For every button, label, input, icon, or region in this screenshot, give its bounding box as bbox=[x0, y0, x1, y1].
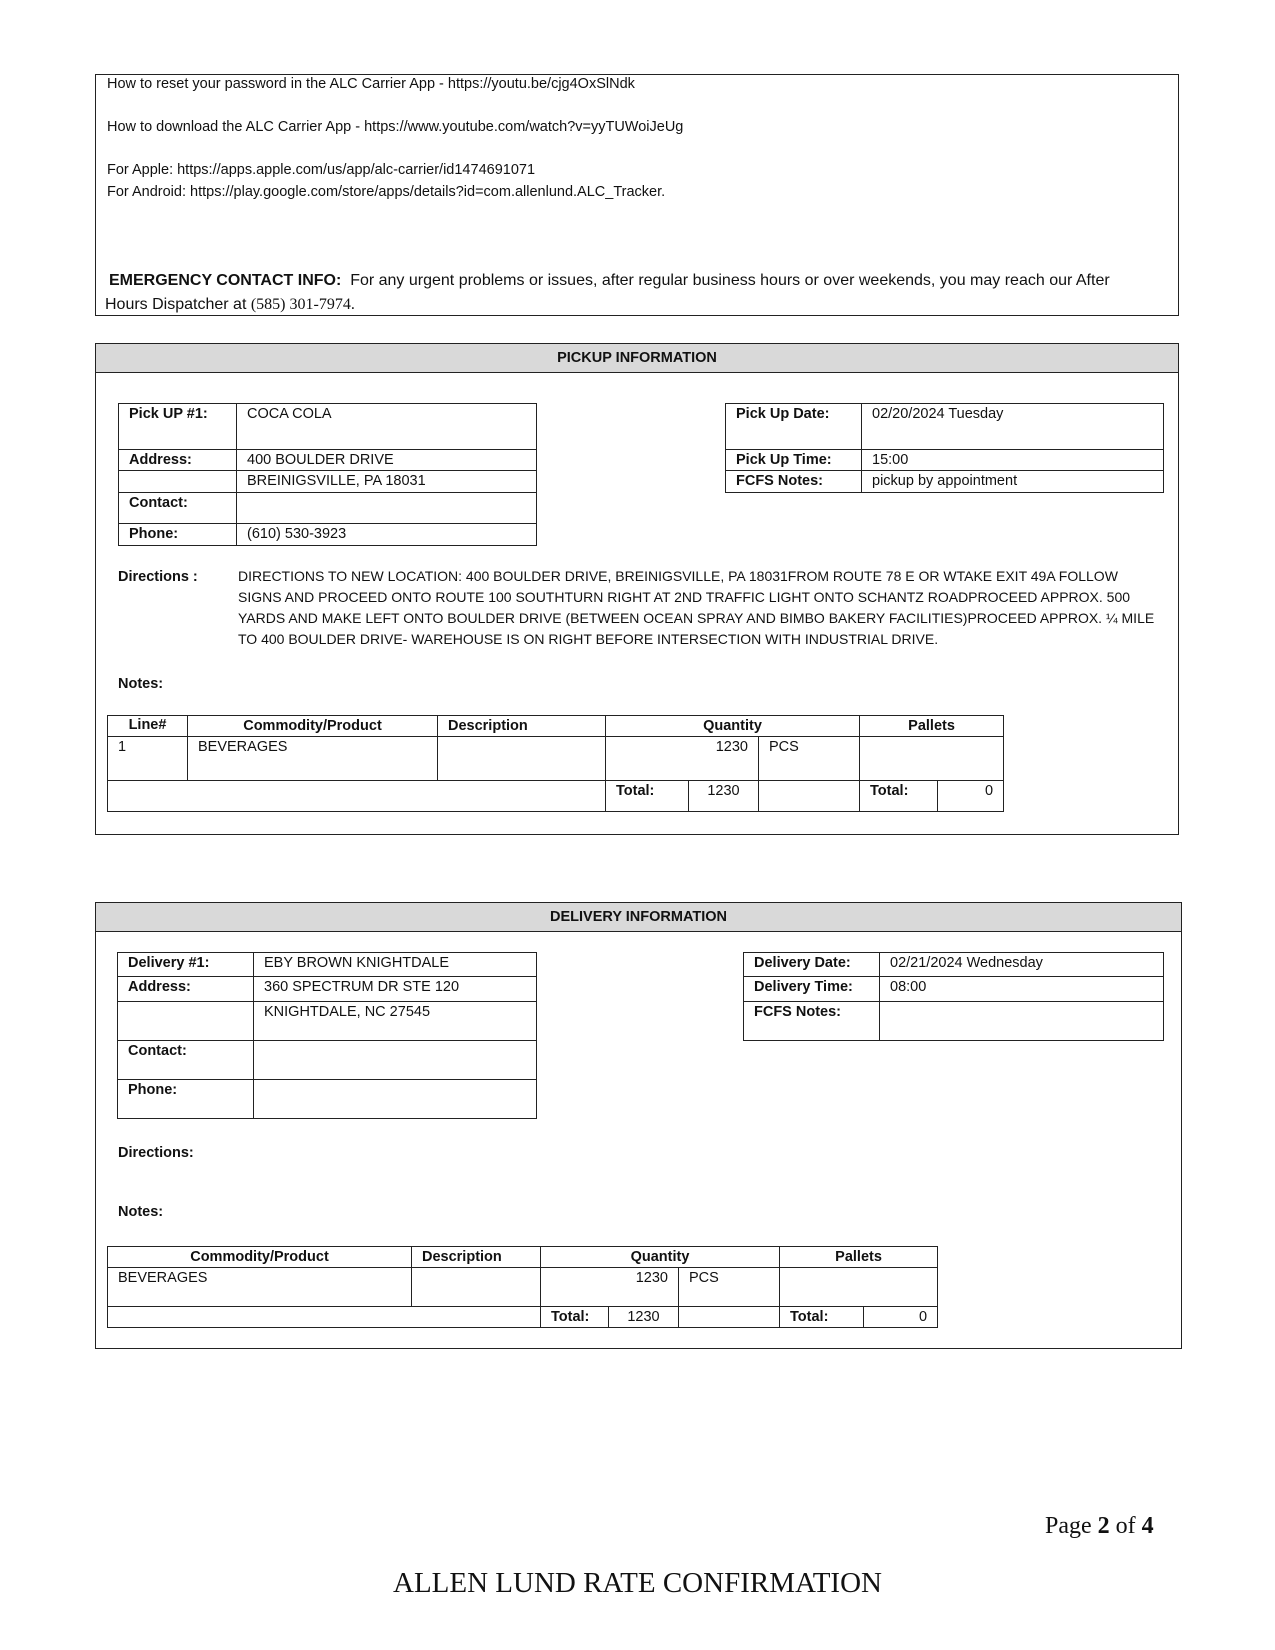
delivery-row-commodity: BEVERAGES bbox=[108, 1268, 412, 1307]
app-links-box bbox=[95, 74, 1179, 316]
pickup-row-pallets bbox=[860, 737, 1004, 781]
delivery-time: 08:00 bbox=[880, 977, 1164, 1002]
pickup-name-label: Pick UP #1: bbox=[119, 404, 237, 450]
delivery-address-line2: KNIGHTDALE, NC 27545 bbox=[254, 1002, 537, 1041]
delivery-address-blank bbox=[118, 1002, 254, 1041]
pickup-date-label: Pick Up Date: bbox=[726, 404, 862, 450]
table-row bbox=[108, 1268, 938, 1307]
delivery-row-qty: 1230 bbox=[541, 1268, 679, 1307]
pickup-col-quantity: Quantity bbox=[606, 716, 860, 737]
delivery-col-quantity: Quantity bbox=[541, 1247, 780, 1268]
delivery-col-commodity: Commodity/Product bbox=[108, 1247, 412, 1268]
delivery-row-description bbox=[412, 1268, 541, 1307]
pickup-col-commodity: Commodity/Product bbox=[188, 716, 438, 737]
delivery-col-pallets: Pallets bbox=[780, 1247, 938, 1268]
delivery-date: 02/21/2024 Wednesday bbox=[880, 953, 1164, 977]
pickup-col-pallets: Pallets bbox=[860, 716, 1004, 737]
pickup-total-blank bbox=[108, 781, 606, 812]
delivery-contact bbox=[254, 1041, 537, 1080]
delivery-name: EBY BROWN KNIGHTDALE bbox=[254, 953, 537, 977]
emergency-contact-line bbox=[109, 271, 1110, 291]
pickup-row-line: 1 bbox=[108, 737, 188, 781]
pickup-fcfs-notes: pickup by appointment bbox=[862, 471, 1164, 493]
document-title: ALLEN LUND RATE CONFIRMATION bbox=[393, 1567, 882, 1599]
delivery-address-label: Address: bbox=[118, 977, 254, 1002]
delivery-total-unit-blank bbox=[679, 1307, 780, 1328]
pickup-row-unit: PCS bbox=[759, 737, 860, 781]
delivery-phone-label: Phone: bbox=[118, 1080, 254, 1119]
delivery-notes-label: Notes: bbox=[118, 1204, 164, 1220]
pickup-total-pallets-label: Total: bbox=[860, 781, 938, 812]
delivery-date-label: Delivery Date: bbox=[744, 953, 880, 977]
pickup-name: COCA COLA bbox=[237, 404, 537, 450]
pickup-address-line1: 400 BOULDER DRIVE bbox=[237, 450, 537, 471]
pickup-time-label: Pick Up Time: bbox=[726, 450, 862, 471]
delivery-contact-label: Contact: bbox=[118, 1041, 254, 1080]
emergency-text-2: Hours Dispatcher at bbox=[105, 296, 247, 313]
pickup-col-line: Line# bbox=[108, 716, 188, 737]
delivery-location-table bbox=[117, 952, 537, 1119]
reset-password-link[interactable]: How to reset your password in the ALC Carrier App - https://youtu.be/cjg4OxSlNdk bbox=[107, 76, 635, 92]
page-total: 4 bbox=[1141, 1513, 1154, 1539]
delivery-address-line1: 360 SPECTRUM DR STE 120 bbox=[254, 977, 537, 1002]
page-of: of bbox=[1109, 1513, 1142, 1539]
pickup-directions: DIRECTIONS TO NEW LOCATION: 400 BOULDER DRIVE, BREINIGSVILLE, PA 18031FROM ROUTE 78 E OR WTAKE EXIT 49A FOLLOW SIGNS AND PROCEED ONTO ROUTE 100 SOUTHTURN RIGHT AT 2ND TRAFFIC LIGHT ONTO SCHANTZ ROADPROCEED APPROX. 500 YARDS AND MAKE LEFT ONTO BOULDER DRIVE (BETWEEN OCEAN SPRAY AND BIMBO BAKERY FACILITIES)PROCEED APPROX. ¼ MILE TO 400 BOULDER DRIVE- WAREHOUSE IS ON RIGHT BEFORE INTERSECTION WITH INDUSTRIAL DRIVE. bbox=[238, 568, 1155, 647]
pickup-address-label: Address: bbox=[119, 450, 237, 471]
delivery-phone bbox=[254, 1080, 537, 1119]
emergency-contact-line-2 bbox=[105, 295, 355, 315]
dispatcher-phone: (585) 301-7974. bbox=[250, 296, 355, 313]
delivery-total-label: Total: bbox=[541, 1307, 609, 1328]
delivery-schedule-table bbox=[743, 952, 1164, 1041]
delivery-name-label: Delivery #1: bbox=[118, 953, 254, 977]
delivery-fcfs-notes bbox=[880, 1002, 1164, 1041]
pickup-phone: (610) 530-3923 bbox=[237, 524, 537, 546]
page-current: 2 bbox=[1097, 1513, 1110, 1539]
delivery-total-pallets-label: Total: bbox=[780, 1307, 864, 1328]
pickup-row-qty: 1230 bbox=[606, 737, 759, 781]
emergency-label: EMERGENCY CONTACT INFO: bbox=[109, 272, 342, 289]
pickup-address-blank bbox=[119, 471, 237, 493]
android-store-link[interactable]: For Android: https://play.google.com/store/apps/details?id=com.allenlund.ALC_Tracker. bbox=[107, 184, 666, 200]
delivery-total-pallets: 0 bbox=[864, 1307, 938, 1328]
pickup-location-table bbox=[118, 403, 537, 546]
delivery-fcfs-label: FCFS Notes: bbox=[744, 1002, 880, 1041]
pickup-phone-label: Phone: bbox=[119, 524, 237, 546]
pickup-time: 15:00 bbox=[862, 450, 1164, 471]
delivery-col-description: Description bbox=[412, 1247, 541, 1268]
pickup-row-commodity: BEVERAGES bbox=[188, 737, 438, 781]
pickup-total-unit-blank bbox=[759, 781, 860, 812]
page-number bbox=[1045, 1512, 1154, 1540]
delivery-total-blank bbox=[108, 1307, 541, 1328]
download-app-link[interactable]: How to download the ALC Carrier App - https://www.youtube.com/watch?v=yyTUWoiJeUg bbox=[107, 119, 684, 135]
delivery-time-label: Delivery Time: bbox=[744, 977, 880, 1002]
pickup-header: PICKUP INFORMATION bbox=[96, 344, 1178, 373]
delivery-row-unit: PCS bbox=[679, 1268, 780, 1307]
pickup-commodity-table bbox=[107, 715, 1004, 812]
pickup-directions-label: Directions : bbox=[118, 569, 198, 585]
delivery-row-pallets bbox=[780, 1268, 938, 1307]
pickup-total-pallets: 0 bbox=[938, 781, 1004, 812]
pickup-row-description bbox=[438, 737, 606, 781]
delivery-total-qty: 1230 bbox=[609, 1307, 679, 1328]
pickup-schedule-table bbox=[725, 403, 1164, 493]
pickup-total-qty: 1230 bbox=[689, 781, 759, 812]
pickup-contact-label: Contact: bbox=[119, 493, 237, 524]
pickup-contact bbox=[237, 493, 537, 524]
page-prefix: Page bbox=[1045, 1513, 1098, 1539]
pickup-col-description: Description bbox=[438, 716, 606, 737]
pickup-address-line2: BREINIGSVILLE, PA 18031 bbox=[237, 471, 537, 493]
pickup-date: 02/20/2024 Tuesday bbox=[862, 404, 1164, 450]
pickup-total-label: Total: bbox=[606, 781, 689, 812]
delivery-header: DELIVERY INFORMATION bbox=[96, 903, 1181, 932]
delivery-commodity-table bbox=[107, 1246, 938, 1328]
emergency-text: For any urgent problems or issues, after regular business hours or over weekends, you may reach our After bbox=[350, 272, 1110, 289]
delivery-directions-label: Directions: bbox=[118, 1145, 194, 1161]
pickup-fcfs-label: FCFS Notes: bbox=[726, 471, 862, 493]
apple-store-link[interactable]: For Apple: https://apps.apple.com/us/app/alc-carrier/id1474691071 bbox=[107, 162, 536, 178]
pickup-notes-label: Notes: bbox=[118, 676, 164, 692]
table-row bbox=[108, 737, 1004, 781]
